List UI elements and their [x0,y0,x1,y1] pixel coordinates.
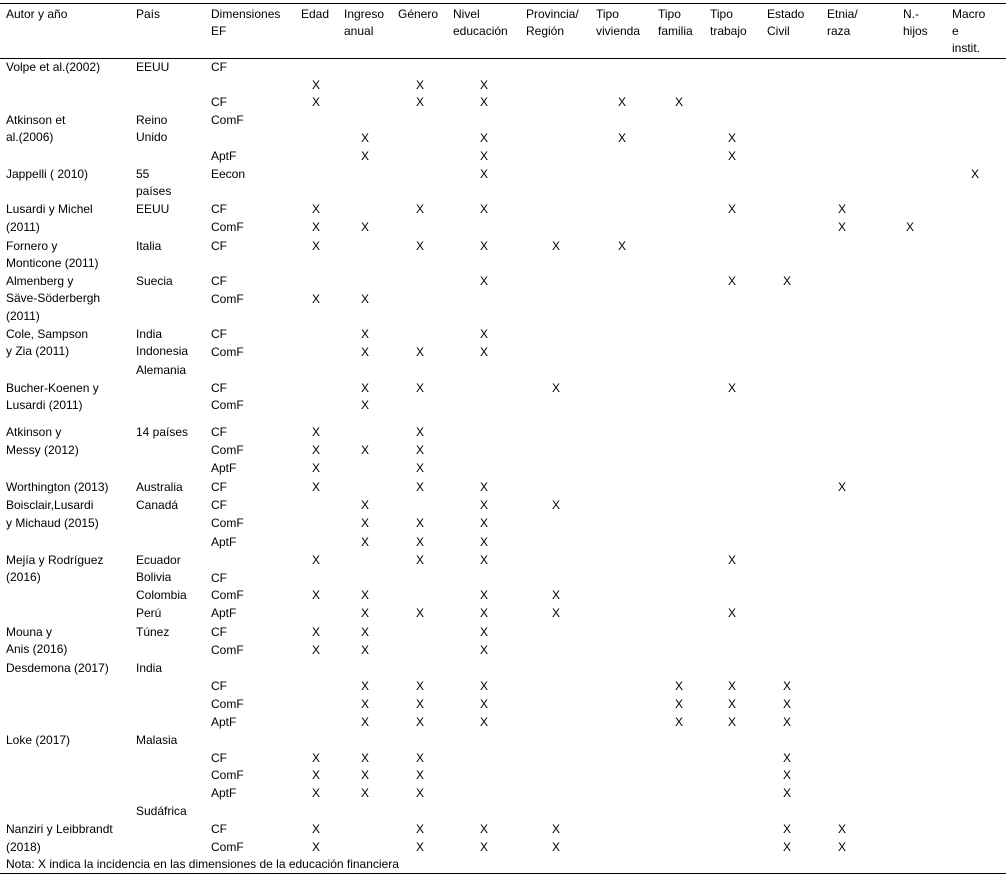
incidence-mark: X [361,697,370,711]
incidence-mark: X [416,679,425,693]
incidence-mark: X [361,786,370,800]
incidence-mark: X [552,840,561,854]
incidence-mark: X [480,167,489,181]
incidence-mark: X [312,625,321,639]
country-cell: Suecia [136,274,173,288]
incidence-mark: X [728,202,737,216]
incidence-mark: X [552,822,561,836]
incidence-mark: X [312,588,321,602]
incidence-mark: X [312,292,321,306]
country-cell: Malasia [136,733,178,747]
incidence-mark: X [312,461,321,475]
incidence-mark: X [838,822,847,836]
dimension-cell: AptF [211,606,237,620]
author-cell: y Michaud (2015) [6,516,99,530]
incidence-mark: X [416,697,425,711]
incidence-mark: X [675,95,684,109]
incidence-mark: X [416,95,425,109]
column-header: Etnia/ [827,7,858,21]
column-header: e [952,24,959,38]
country-cell: Alemania [136,363,187,377]
incidence-mark: X [416,480,425,494]
incidence-mark: X [480,149,489,163]
column-header: Civil [767,24,790,38]
country-cell: Túnez [136,625,170,639]
incidence-mark: X [361,149,370,163]
incidence-mark: X [312,822,321,836]
incidence-mark: X [783,768,792,782]
incidence-mark: X [552,239,561,253]
incidence-mark: X [480,715,489,729]
incidence-mark: X [312,202,321,216]
dimension-cell: ComF [211,345,244,359]
country-cell: EEUU [136,60,170,74]
dimension-cell: CF [211,498,227,512]
dimension-cell: ComF [211,113,244,127]
author-cell: Mouna y [6,625,53,639]
column-header: anual [344,24,374,38]
incidence-mark: X [312,239,321,253]
author-cell: Boisclair,Lusardi [6,498,94,512]
country-cell: Italia [136,239,162,253]
incidence-mark: X [480,535,489,549]
dimension-cell: CF [211,381,227,395]
country-cell: Ecuador [136,553,181,567]
incidence-mark: X [416,840,425,854]
incidence-mark: X [480,131,489,145]
author-cell: Säve-Söderbergh [6,291,101,305]
incidence-mark: X [728,715,737,729]
incidence-mark: X [312,840,321,854]
table-note: Nota: X indica la incidencia en las dimensiones de la educación financiera [6,857,399,871]
incidence-mark: X [480,327,489,341]
dimension-cell: CF [211,822,227,836]
incidence-mark: X [480,679,489,693]
incidence-mark: X [480,697,489,711]
author-cell: Messy (2012) [6,443,79,457]
incidence-mark: X [361,516,370,530]
incidence-mark: X [312,78,321,92]
dimension-cell: Eecon [211,167,246,181]
incidence-mark: X [675,715,684,729]
author-cell: Atkinson y [6,425,62,439]
incidence-mark: X [312,443,321,457]
column-header: Tipo [596,7,619,21]
incidence-mark: X [416,715,425,729]
incidence-mark: X [783,786,792,800]
dimension-cell: AptF [211,535,237,549]
column-header: Nivel [453,7,480,21]
dimension-cell: ComF [211,398,244,412]
country-cell: 14 países [136,425,189,439]
incidence-mark: X [361,292,370,306]
incidence-mark: X [480,822,489,836]
country-cell: Sudáfrica [136,804,187,818]
dimension-cell: CF [211,480,227,494]
column-header: Autor y año [6,7,68,21]
column-header: instit. [952,41,981,55]
incidence-mark: X [480,606,489,620]
author-cell: Cole, Sampson [6,327,89,341]
incidence-mark: X [480,840,489,854]
column-header: Provincia/ [526,7,579,21]
country-cell: Bolivia [136,570,172,584]
dimension-cell: ComF [211,516,244,530]
incidence-mark: X [361,498,370,512]
incidence-mark: X [480,239,489,253]
dimension-cell: CF [211,60,227,74]
dimension-cell: ComF [211,443,244,457]
country-cell: Colombia [136,588,187,602]
incidence-mark: X [416,606,425,620]
incidence-mark: X [480,274,489,288]
incidence-mark: X [416,202,425,216]
incidence-mark: X [783,697,792,711]
incidence-mark: X [783,822,792,836]
incidence-mark: X [416,78,425,92]
incidence-mark: X [361,768,370,782]
column-header: familia [658,24,693,38]
author-cell: (2016) [6,570,41,584]
incidence-mark: X [552,606,561,620]
incidence-mark: X [416,768,425,782]
incidence-mark: X [312,553,321,567]
column-header: Región [526,24,565,38]
column-header: raza [827,24,851,38]
author-cell: Mejía y Rodríguez [6,553,104,567]
incidence-mark: X [361,715,370,729]
incidence-mark: X [361,625,370,639]
incidence-mark: X [312,751,321,765]
author-cell: Jappelli ( 2010) [6,167,89,181]
dimension-cell: ComF [211,840,244,854]
dimension-cell: CF [211,95,227,109]
country-cell: Australia [136,480,183,494]
column-header: hijos [903,24,928,38]
author-cell: Nanziri y Leibbrandt [6,822,113,836]
incidence-mark: X [480,202,489,216]
column-header: País [136,7,161,21]
dimension-cell: CF [211,327,227,341]
author-cell: (2018) [6,840,41,854]
country-cell: India [136,661,163,675]
author-cell: Atkinson et [6,113,66,127]
incidence-mark: X [312,425,321,439]
incidence-mark: X [312,786,321,800]
incidence-mark: X [838,840,847,854]
column-header: Macro [952,7,986,21]
column-header: Ingreso [344,7,385,21]
incidence-mark: X [480,498,489,512]
column-header: Tipo [710,7,733,21]
incidence-mark: X [480,78,489,92]
incidence-mark: X [783,751,792,765]
incidence-mark: X [480,588,489,602]
column-header: N.- [903,7,919,21]
author-cell: y Zia (2011) [6,344,70,358]
dimension-cell: ComF [211,643,244,657]
incidence-mark: X [480,345,489,359]
incidence-mark: X [480,516,489,530]
dimension-cell: CF [211,751,227,765]
incidence-mark: X [971,167,980,181]
incidence-mark: X [838,220,847,234]
country-cell: India [136,327,163,341]
incidence-mark: X [480,95,489,109]
dimension-cell: AptF [211,715,237,729]
author-cell: Volpe et al.(2002) [6,60,101,74]
incidence-mark: X [838,480,847,494]
column-header: Tipo [658,7,681,21]
country-cell: Indonesia [136,344,189,358]
author-cell: Worthington (2013) [6,480,109,494]
dimension-cell: ComF [211,292,244,306]
incidence-mark: X [312,95,321,109]
incidence-mark: X [416,535,425,549]
incidence-mark: X [361,381,370,395]
incidence-mark: X [361,131,370,145]
incidence-mark: X [783,274,792,288]
incidence-mark: X [361,220,370,234]
incidence-mark: X [728,381,737,395]
country-cell: 55 [136,167,150,181]
dimension-cell: CF [211,625,227,639]
incidence-mark: X [838,202,847,216]
incidence-mark: X [361,751,370,765]
author-cell: Desdemona (2017) [6,661,109,675]
incidence-mark: X [480,643,489,657]
author-cell: Almenberg y [6,274,74,288]
incidence-mark: X [416,751,425,765]
column-header: educación [453,24,508,38]
author-cell: Anis (2016) [6,642,68,656]
dimension-cell: CF [211,239,227,253]
incidence-mark: X [728,131,737,145]
dimension-cell: ComF [211,697,244,711]
country-cell: Perú [136,606,162,620]
column-header: Estado [767,7,805,21]
country-cell: países [136,184,172,198]
country-cell: Unido [136,130,168,144]
column-header: Edad [301,7,330,21]
incidence-mark: X [783,715,792,729]
author-cell: Lusardi (2011) [6,398,83,412]
dimension-cell: CF [211,202,227,216]
author-cell: Loke (2017) [6,733,71,747]
incidence-mark: X [728,606,737,620]
column-header: Género [398,7,439,21]
incidence-mark: X [675,679,684,693]
author-cell: al.(2006) [6,130,54,144]
incidence-mark: X [361,398,370,412]
incidence-mark: X [416,516,425,530]
dimension-cell: CF [211,274,227,288]
incidence-mark: X [728,697,737,711]
incidence-mark: X [416,553,425,567]
incidence-mark: X [618,131,627,145]
dimension-cell: ComF [211,768,244,782]
dimension-cell: AptF [211,149,237,163]
incidence-mark: X [361,679,370,693]
incidence-mark: X [906,220,915,234]
incidence-mark: X [361,345,370,359]
incidence-mark: X [416,381,425,395]
author-cell: Lusardi y Michel [6,202,93,216]
incidence-mark: X [675,697,684,711]
dimension-cell: AptF [211,786,237,800]
incidence-mark: X [312,768,321,782]
incidence-mark: X [416,443,425,457]
incidence-mark: X [416,345,425,359]
incidence-mark: X [361,588,370,602]
incidence-mark: X [783,679,792,693]
country-cell: Reino [136,113,168,127]
incidence-mark: X [552,498,561,512]
dimension-cell: CF [211,571,227,585]
incidence-mark: X [728,274,737,288]
column-header: EF [211,24,227,38]
incidence-mark: X [361,535,370,549]
incidence-mark: X [416,239,425,253]
column-header: trabajo [710,24,747,38]
country-cell: Canadá [136,498,179,512]
incidence-mark: X [783,840,792,854]
incidence-mark: X [728,679,737,693]
incidence-mark: X [361,606,370,620]
incidence-mark: X [361,443,370,457]
dimension-cell: CF [211,425,227,439]
incidence-mark: X [416,461,425,475]
author-cell: Monticone (2011) [6,256,99,270]
top-rule [0,3,1006,4]
incidence-mark: X [480,553,489,567]
incidence-mark: X [416,425,425,439]
dimension-cell: ComF [211,588,244,602]
incidence-mark: X [618,239,627,253]
dimension-cell: AptF [211,461,237,475]
incidence-mark: X [552,588,561,602]
author-cell: (2011) [6,309,40,323]
incidence-mark: X [480,480,489,494]
incidence-mark: X [416,786,425,800]
dimension-cell: ComF [211,220,244,234]
incidence-mark: X [480,625,489,639]
country-cell: EEUU [136,202,170,216]
column-header: Dimensiones [211,7,281,21]
author-cell: (2011) [6,220,40,234]
incidence-mark: X [361,643,370,657]
author-cell: Bucher-Koenen y [6,381,99,395]
bottom-rule [0,873,1006,874]
incidence-mark: X [312,220,321,234]
author-cell: Fornero y [6,239,58,253]
incidence-mark: X [361,327,370,341]
column-header: vivienda [596,24,641,38]
incidence-mark: X [728,553,737,567]
incidence-mark: X [312,480,321,494]
incidence-mark: X [312,643,321,657]
incidence-mark: X [618,95,627,109]
dimension-cell: CF [211,679,227,693]
incidence-mark: X [728,149,737,163]
incidence-mark: X [416,822,425,836]
incidence-mark: X [552,381,561,395]
